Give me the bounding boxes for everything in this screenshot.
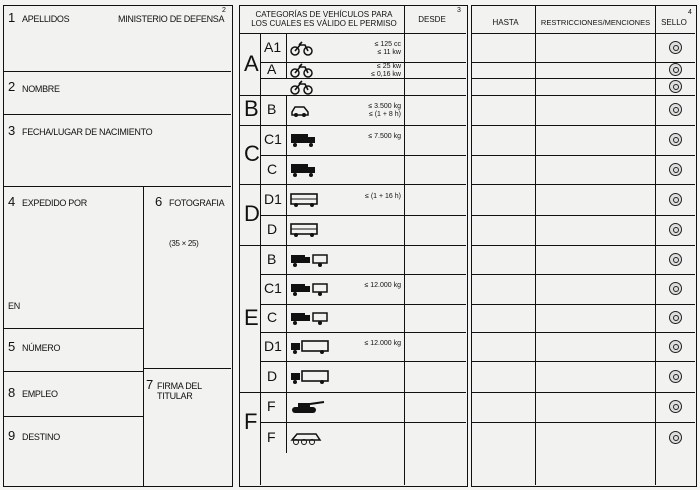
personal-data-panel — [3, 5, 233, 487]
group-f-letter: F — [244, 409, 258, 434]
field-2-label: NOMBRE — [22, 84, 60, 94]
categories-header-line1: CATEGORÍAS DE VEHÍCULOS PARA — [255, 10, 393, 19]
field-1-label: APELLIDOS — [22, 14, 70, 24]
category-label: D1 — [264, 338, 282, 354]
field-4-label: EXPEDIDO POR — [22, 198, 87, 208]
car-icon — [290, 102, 330, 118]
field-3-number: 3 — [8, 123, 16, 138]
field-8-label: EMPLEO — [22, 389, 58, 399]
category-label: F — [267, 429, 276, 445]
category-limit: ≤ 3.500 kg ≤ (1 + 8 h) — [368, 103, 401, 118]
superscript-2: 2 — [222, 7, 226, 14]
category-label: C1 — [264, 280, 282, 296]
category-label: B — [267, 251, 277, 267]
truck-trailer-icon — [290, 252, 330, 268]
seal-icon — [669, 311, 682, 324]
category-label: B — [267, 101, 277, 117]
category-limit: ≤ 12.000 kg — [364, 282, 401, 289]
field-1-number: 1 — [8, 10, 16, 25]
photo-size-label: (35 × 25) — [169, 239, 199, 248]
categories-header-line2: LOS CUALES ES VÁLIDO EL PERMISO — [251, 19, 397, 28]
field-5-number: 5 — [8, 339, 16, 354]
category-limit: ≤ 25 kw ≤ 0,16 kw — [371, 63, 401, 78]
seal-icon — [669, 370, 682, 383]
hasta-header: HASTA — [492, 18, 519, 27]
field-3-label: FECHA/LUGAR DE NACIMIENTO — [22, 127, 153, 137]
category-label: D — [267, 221, 278, 237]
field-9-label: DESTINO — [22, 432, 60, 442]
category-limit: ≤ 7.500 kg — [368, 133, 401, 140]
seal-icon — [669, 80, 682, 93]
seal-icon — [669, 193, 682, 206]
category-limit: ≤ 12.000 kg — [364, 340, 401, 347]
category-label: A — [267, 61, 277, 77]
field-6-number: 6 — [155, 194, 163, 209]
ministry-label: MINISTERIO DE DEFENSA — [118, 14, 225, 24]
group-e-letter: E — [244, 305, 259, 330]
seal-icon — [669, 103, 682, 116]
seal-header: SELLO — [661, 18, 687, 27]
seal-icon — [669, 41, 682, 54]
seal-icon — [669, 282, 682, 295]
issued-in-label: EN — [8, 301, 20, 311]
field-8-number: 8 — [8, 385, 16, 400]
seal-icon — [669, 223, 682, 236]
category-label: C — [267, 161, 278, 177]
category-label: A1 — [264, 39, 282, 55]
vehicle-categories-panel — [239, 5, 468, 487]
truck-icon — [290, 162, 330, 178]
seal-icon — [669, 340, 682, 353]
category-label: C — [267, 309, 278, 325]
seal-icon — [669, 253, 682, 266]
bus-trailer-icon — [290, 369, 330, 385]
category-label: C1 — [264, 131, 282, 147]
field-5-label: NÚMERO — [22, 343, 61, 353]
armored-vehicle-icon — [290, 430, 330, 446]
restrictions-header: RESTRICCIONES/MENCIONES — [540, 18, 651, 27]
field-7-number: 7 — [146, 377, 154, 392]
motorcycle-icon — [290, 79, 330, 95]
group-a-letter: A — [244, 51, 259, 76]
field-4-number: 4 — [8, 194, 16, 209]
superscript-3: 3 — [457, 7, 461, 14]
seal-icon — [669, 63, 682, 76]
truck-icon — [290, 132, 330, 148]
desde-header: DESDE — [418, 15, 446, 24]
tank-icon — [290, 399, 330, 415]
category-label: D1 — [264, 191, 282, 207]
seal-icon — [669, 133, 682, 146]
truck-trailer-icon — [290, 281, 330, 297]
seal-icon — [669, 163, 682, 176]
field-2-number: 2 — [8, 79, 16, 94]
category-limit: ≤ (1 + 16 h) — [365, 193, 401, 200]
group-d-letter: D — [244, 201, 260, 226]
field-9-number: 9 — [8, 428, 16, 443]
truck-trailer-icon — [290, 310, 330, 326]
field-7-label: FIRMA DEL TITULAR — [157, 381, 202, 401]
category-label: F — [267, 398, 276, 414]
superscript-4: 4 — [688, 9, 692, 16]
motorcycle-icon — [290, 40, 330, 56]
group-c-letter: C — [244, 141, 260, 166]
group-b-letter: B — [244, 96, 259, 121]
bus-icon — [290, 222, 330, 238]
category-limit: ≤ 125 cc ≤ 11 kw — [374, 41, 401, 56]
seal-icon — [669, 400, 682, 413]
seal-icon — [669, 431, 682, 444]
field-6-label: FOTOGRAFIA — [169, 198, 225, 208]
category-label: D — [267, 368, 278, 384]
bus-trailer-icon — [290, 339, 330, 355]
validity-panel — [471, 5, 697, 487]
bus-icon — [290, 192, 330, 208]
motorcycle-icon — [290, 62, 330, 78]
